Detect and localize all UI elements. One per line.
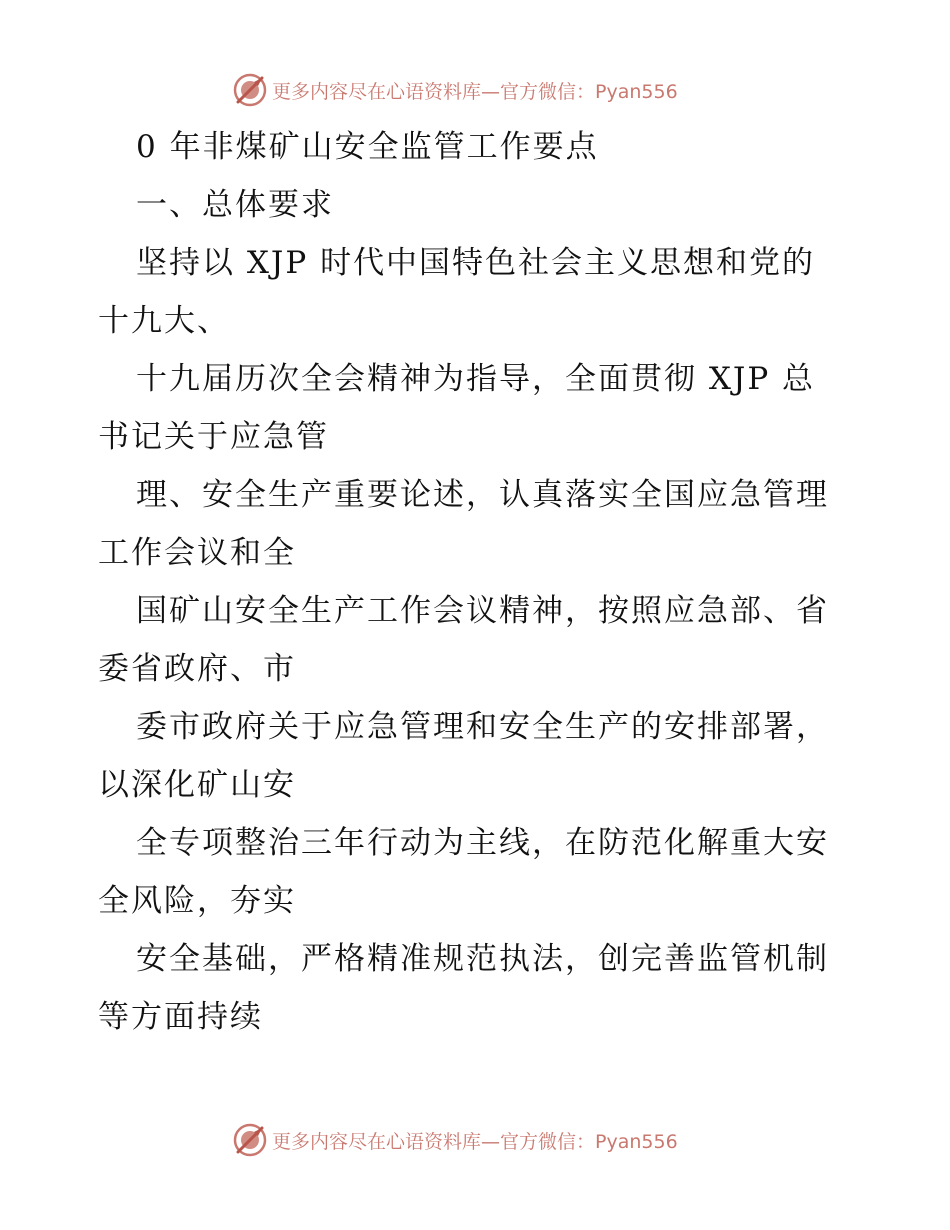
text-line: 一、总体要求 [136,187,334,223]
text-line: 等方面持续 [98,999,263,1035]
text-line: 国矿山安全生产工作会议精神，按照应急部、省 [136,593,829,629]
document-body [98,118,858,1046]
text-line: 0 年非煤矿山安全监管工作要点 [136,129,599,165]
footer-watermark [232,1120,678,1160]
header-watermark [232,70,678,110]
text-line: 全专项整治三年行动为主线，在防范化解重大安 [136,825,829,861]
text-line: 委省政府、市 [98,651,296,687]
watermark-text: 更多内容尽在心语资料库—官方微信：Pyan556 [272,80,678,103]
text-line: 全风险，夯实 [98,883,296,919]
quill-seal-icon [232,72,268,108]
quill-seal-icon [232,1122,268,1158]
text-line: 委市政府关于应急管理和安全生产的安排部署， [136,709,829,745]
text-line: 书记关于应急管 [98,419,329,455]
text-line: 十九届历次全会精神为指导，全面贯彻 XJP 总 [136,361,816,397]
text-line: 安全基础，严格精准规范执法，创完善监管机制 [136,941,829,977]
text-line: 工作会议和全 [98,535,296,571]
text-line: 以深化矿山安 [98,767,296,803]
text-line: 十九大、 [98,303,230,339]
watermark-text: 更多内容尽在心语资料库—官方微信：Pyan556 [272,1130,678,1153]
text-line: 坚持以 XJP 时代中国特色社会主义思想和党的 [136,245,816,281]
text-line: 理、安全生产重要论述，认真落实全国应急管理 [136,477,829,513]
